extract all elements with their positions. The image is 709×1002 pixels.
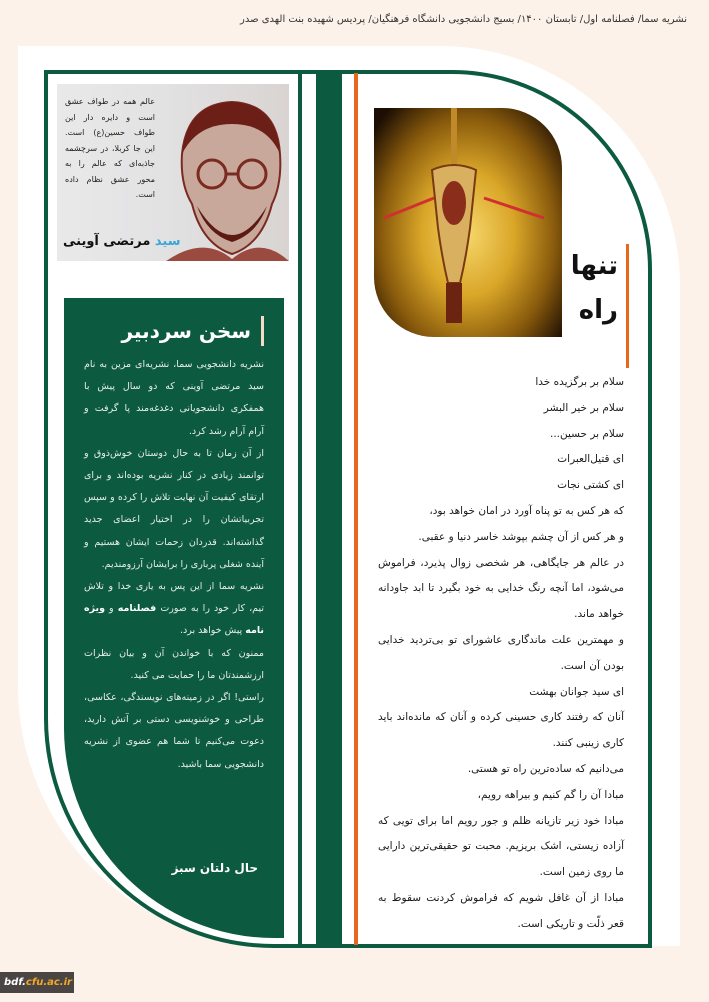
article-title-line: راه — [578, 295, 618, 325]
article-line: مبادا آن را گم کنیم و بیراهه رویم، — [477, 788, 624, 801]
portrait-quote: عالم همه در طواف عشق است و دایره دار این طواف حسین(ع) است. این جا کربلا، در سرچشمه جاذبه‌ای که عالم را به محور عشق نظام داده است. — [65, 97, 155, 199]
article-line: آنان که رفتند کاری حسینی کرده و آنان که مانده‌اند باید کاری زینبی کنند. — [378, 711, 624, 750]
divider-green-wide — [316, 73, 342, 945]
editorial-paragraph: ممنون که با خواندن آن و بیان نظرات ارزشمندتان ما را حمایت می کنید. — [84, 647, 264, 681]
watermark-text: bdf. — [4, 977, 26, 988]
editorial-text: و — [105, 603, 118, 615]
editorial-paragraph: راستی! اگر در زمینه‌های نویسندگی، عکاسی، طراحی و خوشنویسی دستی بر آتش دارید، دعوت می‌کنیم تا شما هم عضوی از نشریه دانشجویی سما باشید. — [84, 692, 264, 770]
article-title-block — [566, 244, 629, 368]
article-title-line: تنها — [570, 251, 618, 281]
article-line: و هر کس از آن چشم بپوشد خاسر دنیا و عقبی. — [418, 530, 624, 543]
article-line: سلام بر خیر البشر — [543, 401, 624, 414]
editorial-bold-special: ویژه نامه — [84, 603, 264, 637]
article-line: ای سید جوانان بهشت — [529, 685, 624, 698]
editorial-box — [64, 298, 284, 938]
article-body — [378, 370, 624, 938]
article-line: مبادا خود زیر تازیانه ظلم و جور رویم اما برای تویی که آزاده زیستی، اشک بریزیم. محبت تو حقیقی‌ترین دارایی ما روی زمین است. — [378, 814, 624, 879]
divider-green-thin — [298, 73, 302, 945]
editorial-text: پیش خواهد برد. — [179, 625, 246, 637]
article-line: سلام بر برگزیده خدا — [535, 376, 624, 388]
editorial-paragraph: از آن زمان تا به حال دوستان خوش‌ذوق و توانمند زیادی در کنار نشریه بوده‌اند و برای ارتقای کیفیت آن نهایت تلاش را کرده و سپس تجربیاتشان را در اختیار اعضای جدید گذاشته‌اند. قدردان زحمات ایشان هستیم و آینده شغلی پرباری را برایشان آرزومندیم. — [84, 447, 264, 570]
article-line: ای قتیل‌العبرات — [557, 453, 624, 466]
article-line: سلام بر حسین... — [550, 427, 624, 440]
article-line: می‌دانیم که ساده‌ترین راه تو هستی. — [467, 762, 624, 775]
lantern-icon — [374, 108, 562, 337]
editorial-body — [84, 354, 264, 776]
article-line: مبادا از آن غافل شویم که فراموش کردنت سقوط به قعر ذلّت و تاریکی است. — [378, 891, 624, 930]
watermark-domain: cfu.ac.ir — [25, 977, 72, 988]
editorial-title: سخن سردبیر — [121, 316, 264, 346]
portrait-name-first: سید — [150, 234, 181, 249]
shrine-image — [374, 108, 562, 337]
editorial-paragraph — [84, 576, 264, 643]
article-title — [571, 244, 618, 332]
editorial-paragraph: نشریه دانشجویی سما، نشریه‌ای مزین به نام سید مرتضی آوینی که دو سال پیش با همفکری دانشجویانی دغدغه‌مند پا گرفت و آرام آرام رشد کرد. — [84, 359, 264, 437]
editorial-text: نشریه سما از این پس به یاری خدا و تلاش تیم، کار خود را به صورت — [84, 581, 264, 615]
editorial-signature: حال دلتان سبز — [171, 861, 258, 875]
portrait-illustration-icon — [162, 94, 289, 261]
article-line: و مهمترین علت ماندگاری عاشورای تو بی‌تردید خدایی بودن آن است. — [378, 633, 624, 672]
article-line: ای کشتی نجات — [557, 479, 624, 492]
article-line: که هر کس به تو پناه آورد در امان خواهد بود، — [429, 504, 624, 517]
watermark-link[interactable] — [0, 972, 74, 993]
running-header: نشریه سما/ فصلنامه اول/ تابستان ۱۴۰۰/ بسیج دانشجویی دانشگاه فرهنگیان/ پردیس شهیده بنت الهدی صدر — [239, 14, 687, 25]
portrait-name-last: مرتضی آوینی — [63, 234, 151, 249]
portrait-image — [57, 84, 289, 261]
editorial-bold-quarterly: فصلنامه — [117, 603, 157, 615]
article-line: در عالم هر جایگاهی، هر شخصی زوال پذیرد، فراموش می‌شود، اما آنچه رنگ خدایی به خود بگیرد تا ابد جاودانه خواهد ماند. — [378, 556, 624, 621]
divider-orange — [354, 73, 358, 945]
